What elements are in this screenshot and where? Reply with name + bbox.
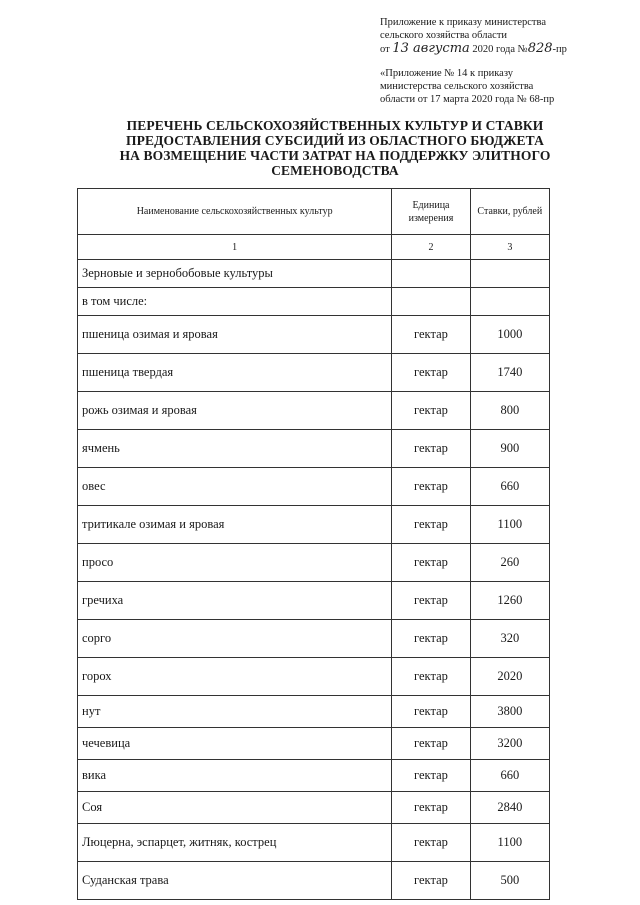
crop-name-cell: горох — [78, 658, 392, 696]
rate-cell — [470, 288, 549, 316]
rate-cell: 320 — [470, 620, 549, 658]
unit-cell: гектар — [392, 658, 470, 696]
handwritten-number: 828 — [527, 41, 553, 56]
table-row — [78, 316, 550, 354]
crop-name-cell: рожь озимая и яровая — [78, 392, 392, 430]
crop-name-cell: Соя — [78, 792, 392, 824]
order-ref-line-1: Приложение к приказу министерства — [380, 17, 546, 28]
rate-cell: 3800 — [470, 696, 549, 728]
table-row — [78, 392, 550, 430]
appendix-reference — [380, 67, 554, 106]
table-row — [78, 260, 550, 288]
unit-cell: гектар — [392, 582, 470, 620]
col-number: 2 — [392, 235, 470, 260]
header-crop-name: Наименование сельскохозяйственных культур — [78, 189, 392, 235]
rate-cell: 3200 — [470, 728, 549, 760]
unit-cell: гектар — [392, 468, 470, 506]
rates-table — [77, 188, 550, 900]
handwritten-date: 13 августа — [392, 41, 470, 56]
table-row — [78, 544, 550, 582]
rate-cell: 900 — [470, 430, 549, 468]
header-rate: Ставки, рублей — [470, 189, 549, 235]
unit-cell: гектар — [392, 620, 470, 658]
col-number: 3 — [470, 235, 549, 260]
table-row — [78, 582, 550, 620]
unit-cell: гектар — [392, 430, 470, 468]
crop-name-cell: пшеница озимая и яровая — [78, 316, 392, 354]
crop-name-cell: чечевица — [78, 728, 392, 760]
column-number-row — [78, 235, 550, 260]
table-row — [78, 430, 550, 468]
rate-cell: 1260 — [470, 582, 549, 620]
unit-cell: гектар — [392, 392, 470, 430]
rate-cell: 1000 — [470, 316, 549, 354]
crop-name-cell: сорго — [78, 620, 392, 658]
rate-cell: 1100 — [470, 506, 549, 544]
rate-cell: 2840 — [470, 792, 549, 824]
unit-cell: гектар — [392, 696, 470, 728]
unit-cell: гектар — [392, 792, 470, 824]
rate-cell: 660 — [470, 468, 549, 506]
crop-name-cell: Суданская трава — [78, 862, 392, 900]
header-unit: Единица измерения — [392, 189, 470, 235]
crop-name-cell: овес — [78, 468, 392, 506]
col-number: 1 — [78, 235, 392, 260]
table-row — [78, 288, 550, 316]
rate-cell: 1100 — [470, 824, 549, 862]
table-row — [78, 506, 550, 544]
crop-name-cell: в том числе: — [78, 288, 392, 316]
unit-cell: гектар — [392, 316, 470, 354]
rate-cell: 2020 — [470, 658, 549, 696]
unit-cell: гектар — [392, 824, 470, 862]
rate-cell: 800 — [470, 392, 549, 430]
rate-cell — [470, 260, 549, 288]
crop-name-cell: Люцерна, эспарцет, житняк, кострец — [78, 824, 392, 862]
table-row — [78, 792, 550, 824]
crop-name-cell: нут — [78, 696, 392, 728]
title-line-4: СЕМЕНОВОДСТВА — [271, 163, 399, 178]
unit-cell: гектар — [392, 760, 470, 792]
order-ref-line-2: сельского хозяйства области — [380, 30, 508, 41]
order-reference — [380, 16, 567, 56]
document-title — [105, 118, 565, 178]
unit-cell — [392, 288, 470, 316]
table-row — [78, 468, 550, 506]
table-row — [78, 728, 550, 760]
unit-cell: гектар — [392, 354, 470, 392]
table-row — [78, 354, 550, 392]
crop-name-cell: гречиха — [78, 582, 392, 620]
crop-name-cell: ячмень — [78, 430, 392, 468]
table-row — [78, 760, 550, 792]
unit-cell: гектар — [392, 506, 470, 544]
rate-cell: 1740 — [470, 354, 549, 392]
crop-name-cell: вика — [78, 760, 392, 792]
unit-cell: гектар — [392, 544, 470, 582]
rate-cell: 500 — [470, 862, 549, 900]
appendix-ref-line-2: министерства сельского хозяйства — [380, 81, 534, 92]
crop-name-cell: пшеница твердая — [78, 354, 392, 392]
unit-cell — [392, 260, 470, 288]
table-row — [78, 658, 550, 696]
rate-cell: 260 — [470, 544, 549, 582]
unit-cell: гектар — [392, 862, 470, 900]
rate-cell: 660 — [470, 760, 549, 792]
table-row — [78, 696, 550, 728]
table-body — [78, 235, 550, 900]
title-line-1: ПЕРЕЧЕНЬ СЕЛЬСКОХОЗЯЙСТВЕННЫХ КУЛЬТУР И СТАВКИ — [126, 118, 544, 133]
crop-name-cell: просо — [78, 544, 392, 582]
title-line-2: ПРЕДОСТАВЛЕНИЯ СУБСИДИЙ ИЗ ОБЛАСТНОГО БЮДЖЕТА — [126, 133, 544, 148]
table-row — [78, 862, 550, 900]
order-ref-line-3: от 13 августа 2020 года №828-пр — [380, 41, 567, 56]
crop-name-cell: Зерновые и зернобобовые культуры — [78, 260, 392, 288]
appendix-ref-line-1: «Приложение № 14 к приказу — [380, 68, 513, 79]
appendix-ref-line-3: области от 17 марта 2020 года № 68-пр — [380, 94, 555, 105]
unit-cell: гектар — [392, 728, 470, 760]
table-row — [78, 824, 550, 862]
crop-name-cell: тритикале озимая и яровая — [78, 506, 392, 544]
table-row — [78, 620, 550, 658]
title-line-3: НА ВОЗМЕЩЕНИЕ ЧАСТИ ЗАТРАТ НА ПОДДЕРЖКУ ЭЛИТНОГО — [119, 148, 551, 163]
